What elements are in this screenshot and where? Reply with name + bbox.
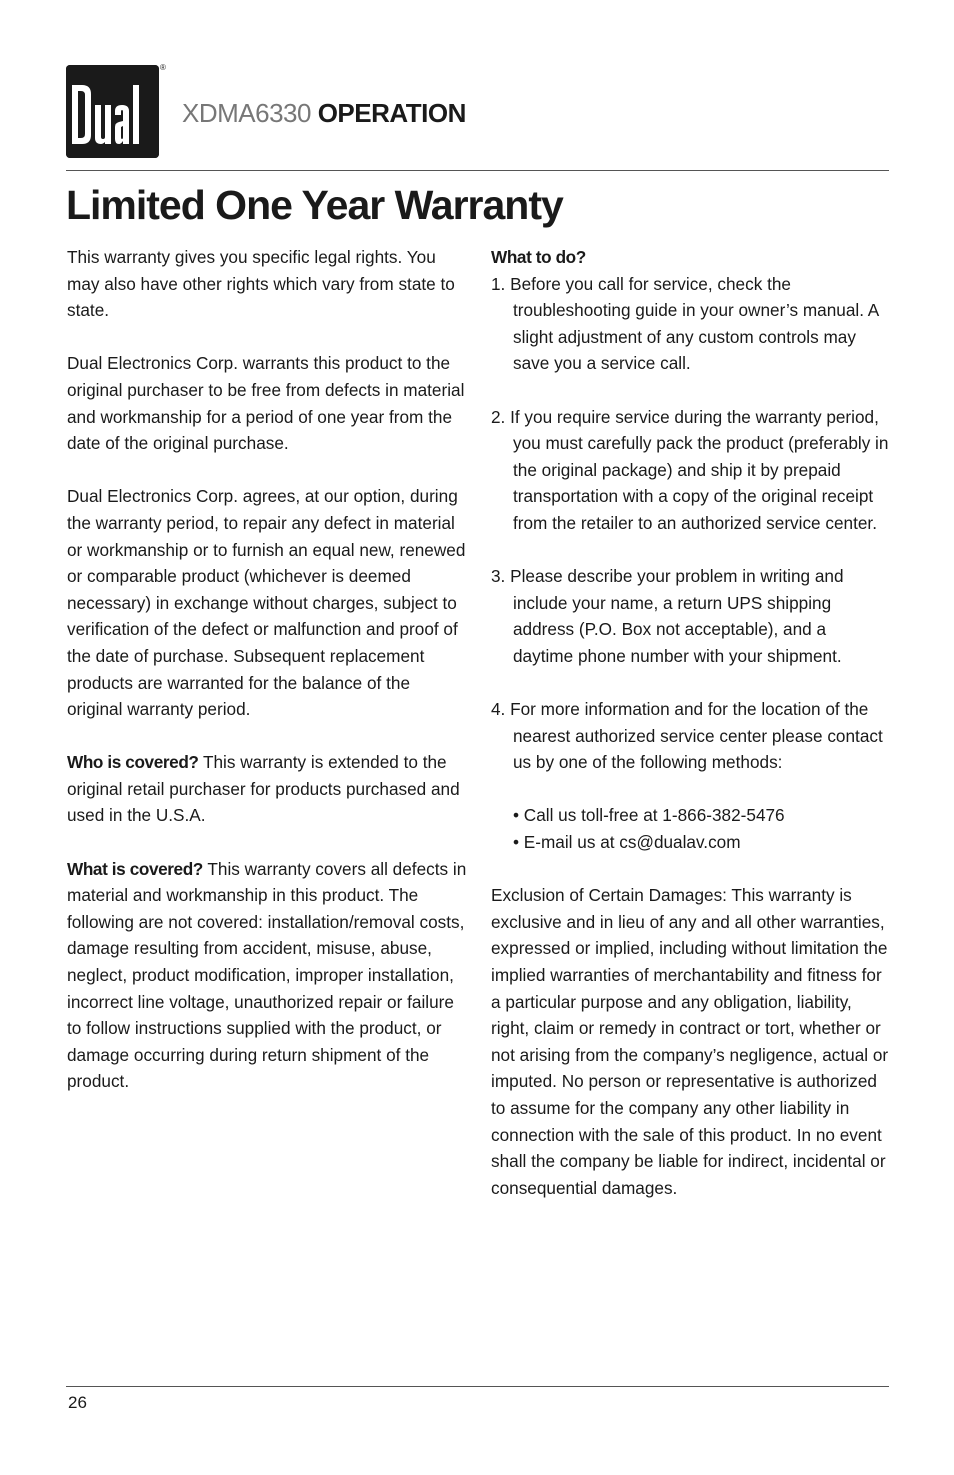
dual-logo-icon bbox=[66, 65, 159, 158]
what-to-do-heading: What to do? bbox=[491, 247, 586, 267]
left-column bbox=[67, 244, 467, 1095]
legal-rights-paragraph: This warranty gives you specific legal rights. You may also have other rights which vary from state to state. bbox=[67, 247, 455, 321]
right-column bbox=[491, 244, 889, 1201]
what-is-covered-text: This warranty covers all defects in material and workmanship in this product. The following are not covered: installation/removal costs, damage resulting from accident, misuse, abuse, neglect, product modification, improper installation, incorrect line voltage, unauthorized repair or failure to follow instructions supplied with the product, or damage occurring during return shipment of the product. bbox=[67, 858, 467, 1092]
step-item: 3. Please describe your problem in writing and include your name, a return UPS shipping address (P.O. Box not acceptable), and a daytime phone number with your shipment. bbox=[491, 566, 844, 666]
what-is-covered-lead: What is covered? bbox=[67, 858, 203, 879]
contact-phone: • Call us toll-free at 1-866-382-5476 bbox=[513, 805, 785, 826]
section-label: OPERATION bbox=[317, 98, 466, 128]
page-number: 26 bbox=[68, 1393, 87, 1412]
header-title bbox=[182, 96, 466, 130]
dual-logo bbox=[66, 65, 159, 158]
repair-terms-paragraph: Dual Electronics Corp. agrees, at our option, during the warranty period, to repair any defect in material or workmanship or to furnish an equal new, renewed or comparable product (whichever is deemed necessary) in exchange without charges, subject to verification of the defect or malfunction and proof of the date of purchase. Subsequent replacement products are warranted for the balance of the original warranty period. bbox=[67, 486, 466, 720]
contact-email: • E-mail us at cs@dualav.com bbox=[513, 832, 741, 853]
who-is-covered-lead: Who is covered? bbox=[67, 752, 199, 773]
bottom-divider bbox=[66, 1386, 889, 1387]
step-item: 2. If you require service during the warranty period, you must carefully pack the product (preferably in the original package) and ship it by prepaid transportation with a copy of the original receipt from the retailer to an authorized service center. bbox=[491, 406, 889, 533]
who-is-covered-paragraph bbox=[67, 749, 467, 829]
step-item: 1. Before you call for service, check the troubleshooting guide in your owner’s manual. A slight adjustment of any custom controls may save you a service call. bbox=[491, 273, 879, 374]
what-is-covered-paragraph bbox=[67, 856, 467, 1095]
warranty-statement-paragraph: Dual Electronics Corp. warrants this product to the original purchaser to be free from defects in material and workmanship for a period of one year from the date of the original purchase. bbox=[67, 353, 465, 454]
exclusion-paragraph: Exclusion of Certain Damages: This warranty is exclusive and in lieu of any and all other warranties, expressed or implied, including without limitation the implied warranties of merchantability and fitness for a particular purpose and any obligation, liability, right, claim or remedy in contract or tort, whether or not arising from the company’s negligence, actual or imputed. No person or representative is authorized to assume for the company any other liability in connection with the sale of this product. In no event shall the company be liable for indirect, incidental or consequential damages. bbox=[491, 885, 889, 1198]
model-number: XDMA6330 bbox=[182, 98, 311, 128]
who-is-covered-text: This warranty is extended to the original retail purchaser for products purchased and used in the U.S.A. bbox=[67, 752, 460, 826]
step-item: 4. For more information and for the location of the nearest authorized service center please contact us by one of the following methods: bbox=[491, 699, 883, 773]
page-title: Limited One Year Warranty bbox=[66, 182, 563, 228]
registered-trademark-mark: ® bbox=[160, 63, 166, 72]
top-divider bbox=[66, 170, 889, 171]
